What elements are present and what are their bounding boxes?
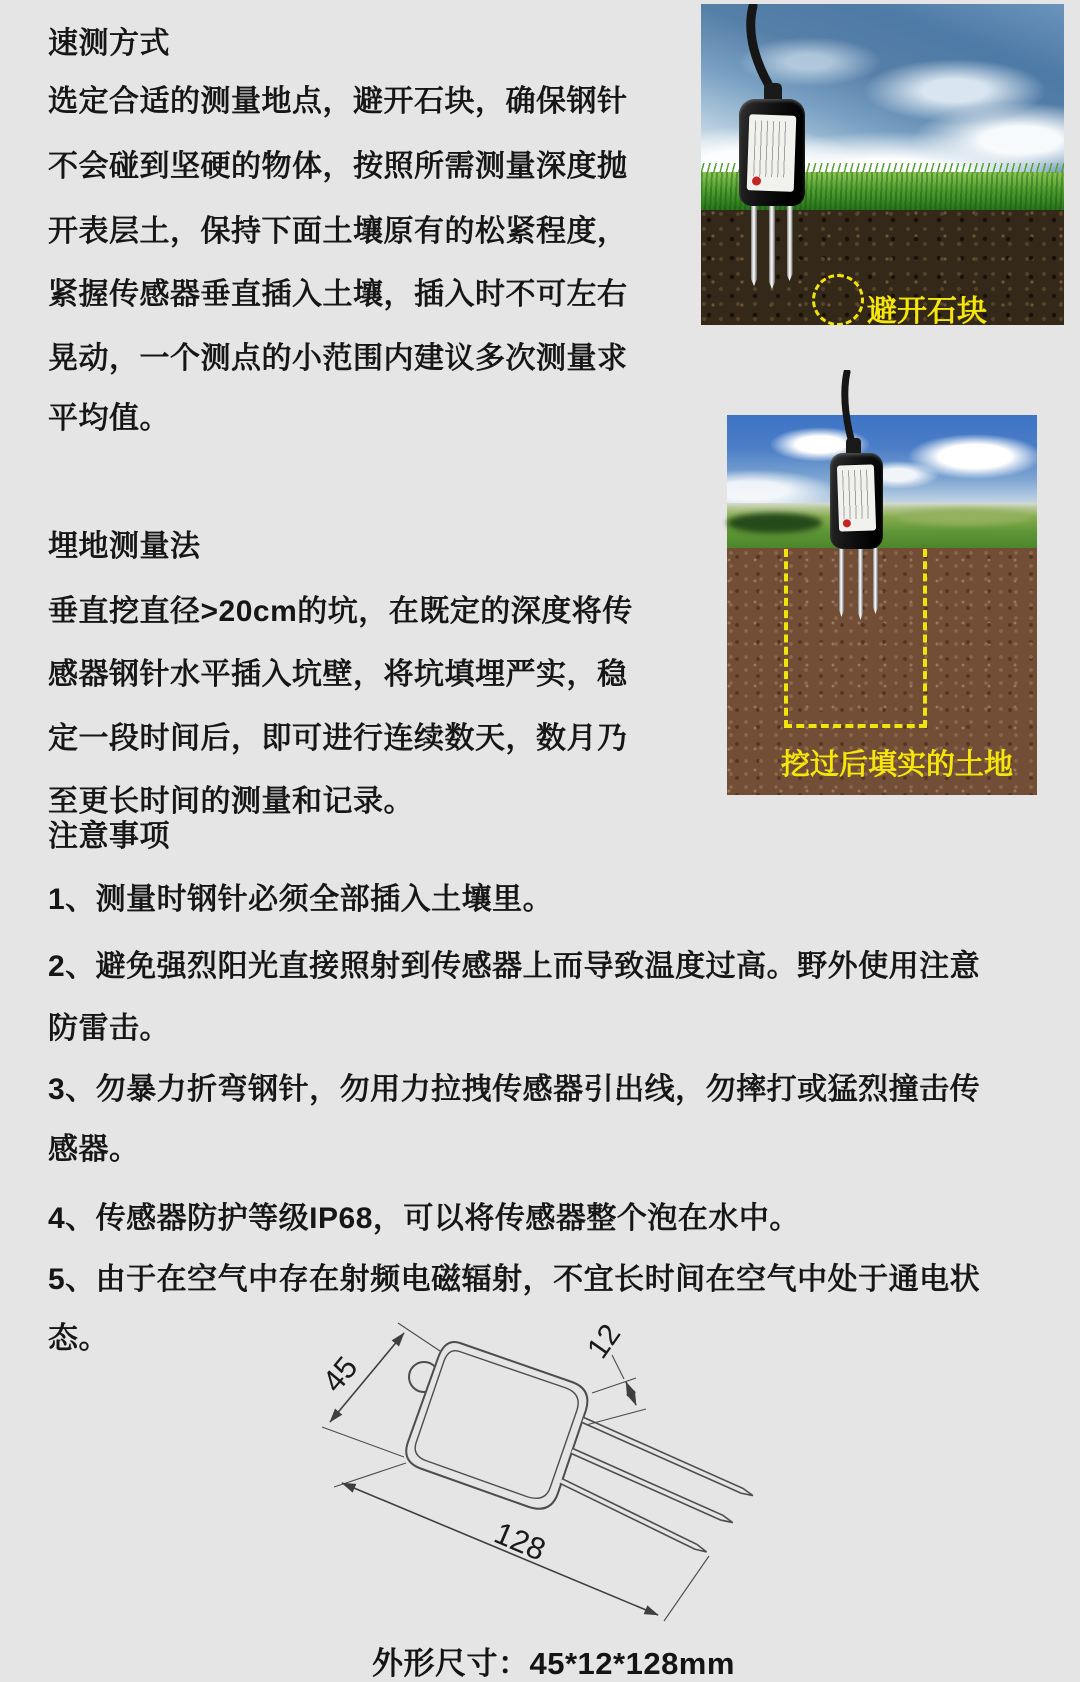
drawing-needle	[560, 1479, 708, 1555]
section-buried-title: 埋地测量法	[48, 530, 201, 563]
sensor-needle	[769, 202, 775, 289]
dimensions-caption: 外形尺寸：45*12*128mm	[372, 1646, 735, 1681]
text-line: 至更长时间的测量和记录。	[48, 785, 414, 818]
drawing-needle	[571, 1449, 734, 1525]
sensor-needle	[858, 548, 863, 620]
avoid-stone-callout: 避开石块	[867, 295, 987, 325]
sensor-label	[837, 464, 876, 531]
dim-45-label: 45	[315, 1349, 365, 1399]
photo-buried-soil	[727, 415, 1037, 795]
text-line: 紧握传感器垂直插入土壤，插入时不可左右	[48, 278, 628, 311]
sensor-needle	[751, 202, 757, 286]
text-line: 防雷击。	[48, 1012, 170, 1045]
avoid-stone-circle	[812, 274, 864, 325]
dug-area-outline	[784, 549, 927, 728]
text-line: 态。	[48, 1322, 109, 1355]
section-notes-title: 注意事项	[48, 820, 170, 853]
sensor-cable	[822, 370, 882, 465]
sensor-cable	[701, 4, 821, 114]
dimension-drawing	[300, 1255, 800, 1675]
sensor-needle	[787, 202, 793, 281]
dug-soil-callout: 挖过后填实的土地	[781, 749, 1014, 781]
sensor-needle	[839, 548, 844, 617]
text-line: 垂直挖直径>20cm的坑，在既定的深度将传	[48, 595, 633, 628]
sensor-label	[747, 114, 797, 192]
text-line: 2、避免强烈阳光直接照射到传感器上而导致温度过高。野外使用注意	[48, 950, 981, 983]
dim-128-label: 128	[489, 1515, 551, 1568]
drawing-needle	[582, 1418, 754, 1498]
text-line: 定一段时间后，即可进行连续数天，数月乃	[48, 722, 628, 755]
text-line: 5、由于在空气中存在射频电磁辐射，不宜长时间在空气中处于通电状	[48, 1263, 981, 1296]
dim-12-label: 12	[581, 1318, 628, 1365]
text-line: 平均值。	[48, 402, 170, 435]
text-line: 开表层土，保持下面土壤原有的松紧程度，	[48, 215, 628, 248]
text-line: 1、测量时钢针必须全部插入土壤里。	[48, 883, 554, 916]
text-line: 3、勿暴力折弯钢针，勿用力拉拽传感器引出线，勿摔打或猛烈撞击传	[48, 1073, 981, 1106]
text-line: 4、传感器防护等级IP68，可以将传感器整个泡在水中。	[48, 1202, 800, 1235]
text-line: 晃动，一个测点的小范围内建议多次测量求	[48, 342, 628, 375]
text-line: 不会碰到坚硬的物体，按照所需测量深度抛	[48, 150, 628, 183]
text-line: 感器钢针水平插入坑壁，将坑填埋严实，稳	[48, 658, 628, 691]
text-line: 感器。	[48, 1133, 140, 1166]
photo-insert-soil	[701, 4, 1064, 325]
text-line: 选定合适的测量地点，避开石块，确保钢针	[48, 85, 628, 118]
section-quick-title: 速测方式	[48, 27, 170, 60]
sensor-needle	[873, 548, 878, 614]
